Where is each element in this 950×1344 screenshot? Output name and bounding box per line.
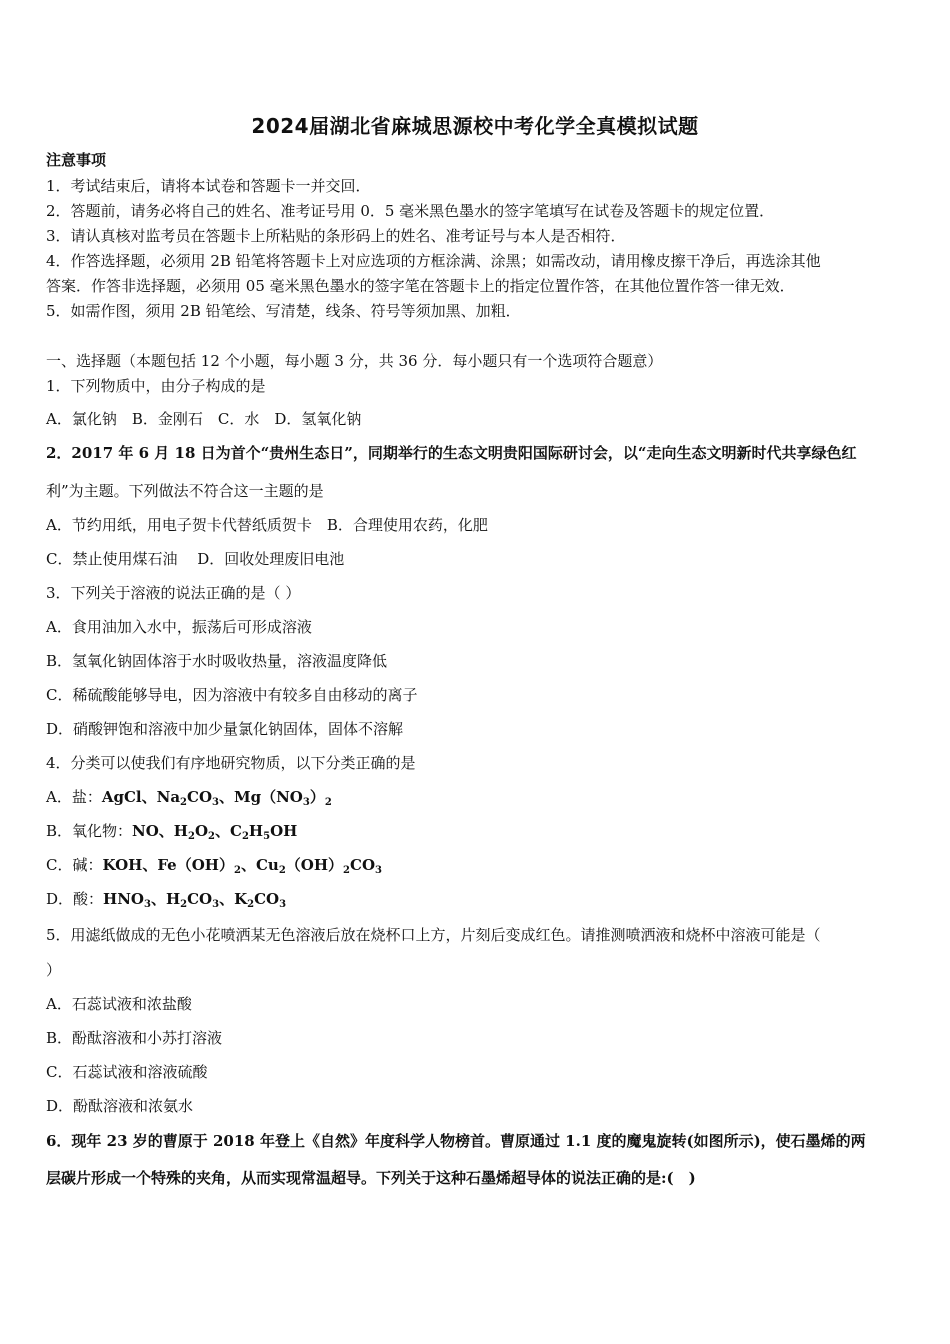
q3-option-b: B．氢氧化钠固体溶于水时吸收热量，溶液温度降低 (46, 652, 388, 670)
notice-item-1: 1．考试结束后，请将本试卷和答题卡一并交回． (46, 177, 371, 195)
q4-b-s2: 2 (208, 831, 215, 842)
q4-c-s2: 2 (278, 865, 286, 876)
q4-d-formula (103, 890, 286, 908)
q5-option-d: D．酚酞溶液和浓氨水 (46, 1097, 194, 1115)
q4-a-f4: ） (309, 788, 325, 806)
q4-c-s1: 2 (233, 865, 241, 876)
q4-d-f4: 、K (219, 890, 248, 908)
q4-d-label: D．酸： (46, 890, 104, 908)
q4-d-s1: 3 (143, 899, 151, 910)
q5-stem-line2: ） (46, 961, 62, 979)
notice-item-4-cont: 答案．作答非选择题，必须用 05 毫米黑色墨水的签字笔在答题卡上的指定位置作答，在其他位置作答一律无效． (46, 277, 795, 295)
q4-c-f3: （OH） (285, 856, 344, 874)
q5-option-c: C．石蕊试液和溶液硫酸 (46, 1063, 208, 1081)
q4-b-label: B．氧化物： (46, 822, 133, 840)
section-heading: 一、选择题（本题包括 12 个小题，每小题 3 分，共 36 分．每小题只有一个选项符合题意） (46, 352, 663, 370)
q4-c-s3: 2 (343, 865, 350, 876)
q4-d-s4: 2 (247, 899, 255, 910)
q4-a-label: A．盐： (46, 788, 102, 806)
q4-a-f3: 、Mg（NO (219, 788, 303, 806)
q4-c-label: C．碱： (46, 856, 103, 874)
q2-stem-line2: 利”为主题。下列做法不符合这一主题的是 (46, 482, 324, 500)
q4-b-s4: 5 (263, 831, 271, 842)
q4-a-s1: 2 (180, 797, 188, 808)
q6-stem-line2: 层碳片形成一个特殊的夹角，从而实现常温超导。下列关于这种石墨烯超导体的说法正确的是:( ) (46, 1169, 696, 1187)
q5-option-a: A．石蕊试液和浓盐酸 (46, 995, 192, 1013)
q3-option-d: D．硝酸钾饱和溶液中加少量氯化钠固体，固体不溶解 (46, 720, 404, 738)
q4-b-formula (132, 822, 297, 840)
q2-options-cd: C．禁止使用煤石油 D．回收处理废旧电池 (46, 550, 345, 568)
q3-stem: 3．下列关于溶液的说法正确的是（ ） (46, 584, 301, 602)
page-title: 2024届湖北省麻城思源校中考化学全真模拟试题 (251, 114, 699, 138)
q6-stem-line1: 6．现年 23 岁的曹原于 2018 年登上《自然》年度科学人物榜首。曹原通过 1.1 度的魔鬼旋转(如图所示)，使石墨烯的两 (46, 1132, 866, 1150)
q4-c-s4: 3 (375, 865, 382, 876)
q4-d-s2: 2 (180, 899, 188, 910)
notice-item-5: 5．如需作图，须用 2B 铅笔绘、写清楚，线条、符号等须加黑、加粗． (46, 302, 521, 320)
q1-stem: 1．下列物质中，由分子构成的是 (46, 377, 266, 395)
q4-c-f1: KOH、Fe（OH） (102, 856, 234, 874)
q1-options: A．氯化钠 B．金刚石 C．水 D．氢氧化钠 (46, 410, 362, 428)
q4-d-f2: 、H (150, 890, 181, 908)
notice-item-2: 2．答题前，请务必将自己的姓名、准考证号用 0．5 毫米黑色墨水的签字笔填写在试卷及答题卡的规定位置． (46, 202, 775, 220)
q4-b-f1: NO、H (132, 822, 188, 840)
q4-a-formula (102, 788, 332, 806)
q4-option-a (46, 787, 332, 807)
notice-heading: 注意事项 (46, 151, 107, 169)
q4-d-s5: 3 (279, 899, 287, 910)
q4-c-f2: 、Cu (240, 856, 279, 874)
q4-option-d (46, 889, 286, 909)
q3-option-c: C．稀硫酸能够导电，因为溶液中有较多自由移动的离子 (46, 686, 418, 704)
q4-c-f4: CO (350, 856, 376, 874)
q4-d-f3: CO (187, 890, 213, 908)
q4-d-f5: CO (254, 890, 280, 908)
q4-stem: 4．分类可以使我们有序地研究物质，以下分类正确的是 (46, 754, 416, 772)
q4-b-f3: 、C (215, 822, 242, 840)
q4-a-s3: 3 (302, 797, 310, 808)
notice-item-3: 3．请认真核对监考员在答题卡上所粘贴的条形码上的姓名、准考证号与本人是否相符． (46, 227, 626, 245)
q5-option-b: B．酚酞溶液和小苏打溶液 (46, 1029, 223, 1047)
q4-b-s3: 2 (241, 831, 249, 842)
q3-option-a: A．食用油加入水中，振荡后可形成溶液 (46, 618, 312, 636)
q4-b-f2: O (194, 822, 209, 840)
q2-stem-line1: 2．2017 年 6 月 18 日为首个“贵州生态日”，同期举行的生态文明贵阳国际研讨会，以“走向生态文明新时代共享绿色红 (46, 444, 857, 462)
q4-a-f2: CO (187, 788, 213, 806)
q4-c-formula (102, 856, 382, 874)
q4-option-c (46, 855, 382, 875)
q4-a-s2: 3 (212, 797, 219, 808)
q4-a-f1: AgCl、Na (101, 788, 181, 806)
notice-item-4: 4．作答选择题，必须用 2B 铅笔将答题卡上对应选项的方框涂满、涂黑；如需改动，请用橡皮擦干净后，再选涂其他 (46, 252, 821, 270)
q4-option-b (46, 821, 297, 841)
q5-stem-line1: 5．用滤纸做成的无色小花喷洒某无色溶液后放在烧杯口上方，片刻后变成红色。请推测喷洒液和烧杯中溶液可能是（ (46, 926, 821, 944)
q4-d-f1: HNO (103, 890, 144, 908)
q4-b-f5: OH (270, 822, 298, 840)
q4-d-s3: 3 (212, 899, 220, 910)
q4-b-s1: 2 (187, 831, 195, 842)
q4-a-s4: 2 (324, 797, 332, 808)
q2-options-ab: A．节约用纸，用电子贺卡代替纸质贺卡 B．合理使用农药，化肥 (46, 516, 488, 534)
q4-b-f4: H (248, 822, 264, 840)
